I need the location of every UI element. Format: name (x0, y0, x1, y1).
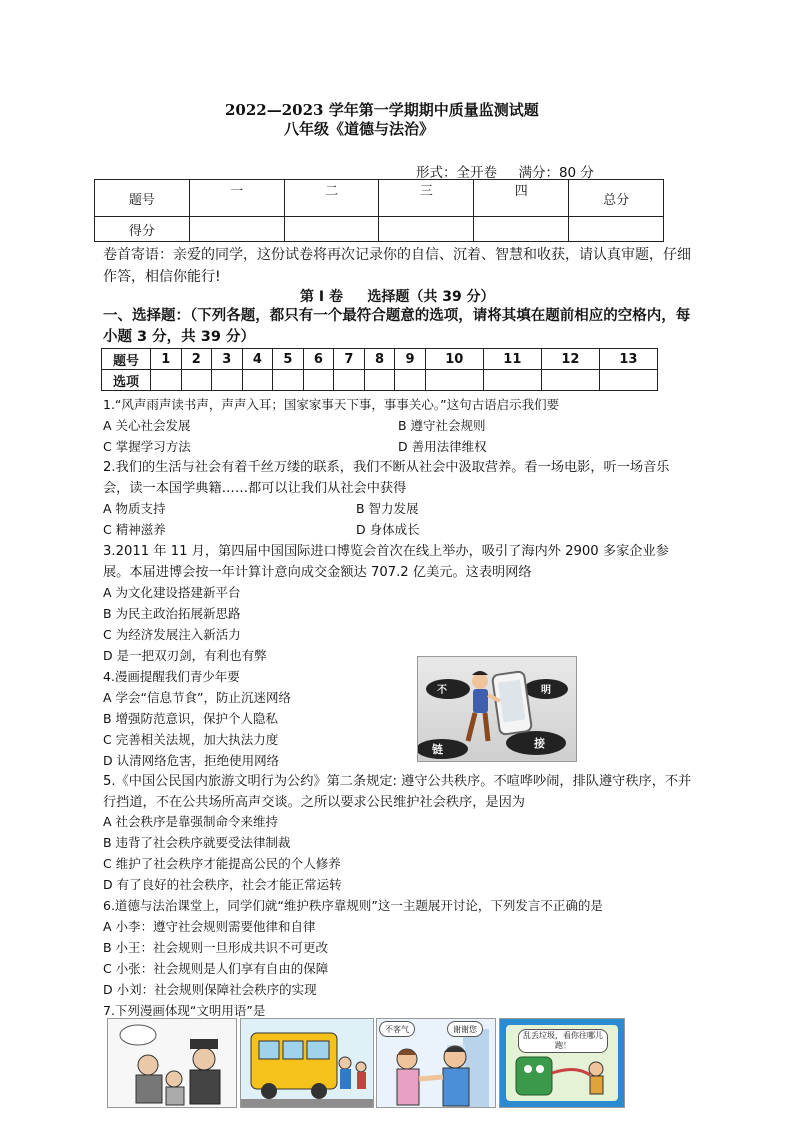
answer-cell[interactable] (364, 370, 395, 391)
q1-option-a[interactable]: A 关心社会发展 (103, 418, 191, 433)
answer-head-num: 13 (599, 349, 657, 370)
answer-head-label: 题号 (102, 349, 151, 370)
q7-cartoon-b-illustration (241, 1019, 373, 1107)
q7-stem: 7.下列漫画体现“文明用语”是 (103, 1003, 266, 1018)
answer-cell[interactable] (334, 370, 365, 391)
q3-option-d[interactable]: D 是一把双刃剑，有利也有弊 (103, 648, 267, 663)
answer-head-num: 2 (181, 349, 212, 370)
q3-option-a[interactable]: A 为文化建设搭建新平台 (103, 585, 241, 600)
answer-cell[interactable] (483, 370, 541, 391)
answer-head-num: 12 (541, 349, 599, 370)
answer-cell[interactable] (425, 370, 483, 391)
q6-option-d[interactable]: D 小刘：社会规则保障社会秩序的实现 (103, 982, 317, 997)
q4-option-a[interactable]: A 学会“信息节食”，防止沉迷网络 (103, 690, 291, 705)
answer-head-num: 10 (425, 349, 483, 370)
q5-option-d[interactable]: D 有了良好的社会秩序，社会才能正常运转 (103, 877, 342, 892)
q7-c-bubble-2: 谢谢您 (447, 1021, 483, 1037)
cartoon-label: 接 (534, 737, 545, 750)
section1-title: 一、选择题：（下列各题，都只有一个最符合题意的选项，请将其填在题前相应的空格内，每小题 3 分，共 39 分） (103, 308, 691, 345)
score-head-cell: 总分 (569, 180, 664, 217)
cartoon-label: 不 (437, 685, 447, 696)
q3-option-c[interactable]: C 为经济发展注入新活力 (103, 627, 241, 642)
score-cell[interactable] (189, 217, 284, 242)
q3-stem: 3.2011 年 11 月，第四届中国国际进口博览会首次在线上举办，吸引了海内外 2900 多家企业参展。本届进博会按一年计算计意向成交金额达 707.2 亿美元。这表明网络 (103, 544, 669, 580)
q6-option-c[interactable]: C 小张：社会规则是人们享有自由的保障 (103, 961, 329, 976)
answer-head-num: 9 (395, 349, 426, 370)
q4-cartoon (417, 656, 577, 762)
q4-option-d[interactable]: D 认清网络危害，拒绝使用网络 (103, 753, 280, 768)
answer-cell[interactable] (242, 370, 273, 391)
q1-option-d[interactable]: D 善用法律维权 (398, 439, 487, 454)
answer-cell[interactable] (212, 370, 243, 391)
answer-head-num: 3 (212, 349, 243, 370)
q7-cartoon-a (107, 1018, 237, 1108)
q1-option-b[interactable]: B 遵守社会规则 (398, 418, 486, 433)
q2-stem: 2.我们的生活与社会有着千丝万缕的联系，我们不断从社会中汲取营养。看一场电影，听一场音乐会，读一本国学典籍……都可以让我们从社会中获得 (103, 460, 670, 496)
q4-option-c[interactable]: C 完善相关法规，加大执法力度 (103, 732, 279, 747)
answer-cell[interactable] (541, 370, 599, 391)
q4-stem: 4.漫画提醒我们青少年要 (103, 669, 240, 684)
score-head-cell: 三 (379, 180, 474, 217)
answer-cell[interactable] (273, 370, 304, 391)
q7-cartoon-b (240, 1018, 374, 1108)
score-row-label: 得分 (95, 217, 190, 242)
q4-option-b[interactable]: B 增强防范意识，保护个人隐私 (103, 711, 279, 726)
q6-option-a[interactable]: A 小李：遵守社会规则需要他律和自律 (103, 919, 316, 934)
q6-option-b[interactable]: B 小王：社会规则一旦形成共识不可更改 (103, 940, 329, 955)
answer-cell[interactable] (599, 370, 657, 391)
answer-head-num: 8 (364, 349, 395, 370)
q5-option-a[interactable]: A 社会秩序是靠强制命令来维持 (103, 814, 279, 829)
score-cell[interactable] (474, 217, 569, 242)
q7-cartoon-c (376, 1018, 496, 1108)
answer-head-num: 6 (303, 349, 334, 370)
q7-c-bubble-1: 不客气 (379, 1021, 415, 1037)
score-cell[interactable] (569, 217, 664, 242)
q7-d-bubble: 乱丢垃圾，看你往哪儿跑！ (518, 1029, 608, 1053)
answer-head-num: 4 (242, 349, 273, 370)
q7-cartoon-a-illustration (108, 1019, 236, 1107)
score-head-cell: 题号 (95, 180, 190, 217)
answer-row-label: 选项 (102, 370, 151, 391)
answer-head-num: 5 (273, 349, 304, 370)
answer-cell[interactable] (303, 370, 334, 391)
q7-cartoon-d (499, 1018, 625, 1108)
q2-option-d[interactable]: D 身体成长 (356, 522, 420, 537)
q3-option-b[interactable]: B 为民主政治拓展新思路 (103, 606, 241, 621)
score-head-cell: 二 (284, 180, 379, 217)
q2-option-c[interactable]: C 精神滋养 (103, 522, 166, 537)
answer-table (101, 348, 658, 391)
intro-message: 卷首寄语：亲爱的同学，这份试卷将再次记录你的自信、沉着、智慧和收获，请认真审题，仔细作答，相信你能行! (103, 247, 691, 285)
score-cell[interactable] (379, 217, 474, 242)
score-table (94, 179, 664, 242)
exam-format: 形式：全开卷 满分：80 分 (416, 165, 594, 181)
q2-option-b[interactable]: B 智力发展 (356, 501, 419, 516)
q2-option-a[interactable]: A 物质支持 (103, 501, 166, 516)
answer-cell[interactable] (181, 370, 212, 391)
cartoon-label: 链 (432, 743, 443, 756)
score-cell[interactable] (284, 217, 379, 242)
answer-cell[interactable] (151, 370, 182, 391)
answer-head-num: 7 (334, 349, 365, 370)
score-head-cell: 一 (189, 180, 284, 217)
answer-head-num: 11 (483, 349, 541, 370)
q5-stem: 5.《中国公民国内旅游文明行为公约》第二条规定: 遵守公共秩序。不喧哗吵闹，排队遵守秩序，不并行挡道，不在公共场所高声交谈。之所以要求公民维护社会秩序，是因为 (103, 774, 692, 810)
cartoon-label: 明 (541, 685, 551, 696)
answer-cell[interactable] (395, 370, 426, 391)
answer-head-num: 1 (151, 349, 182, 370)
q5-option-b[interactable]: B 违背了社会秩序就要受法律制裁 (103, 835, 291, 850)
exam-title: 2022—2023 学年第一学期期中质量监测试题 (225, 101, 539, 119)
q1-option-c[interactable]: C 掌握学习方法 (103, 439, 191, 454)
score-head-cell: 四 (474, 180, 569, 217)
q1-stem: 1.“风声雨声读书声，声声入耳；国家家事天下事，事事关心。”这句古语启示我们要 (103, 397, 560, 412)
q5-option-c[interactable]: C 维护了社会秩序才能提高公民的个人修养 (103, 856, 341, 871)
part1-title: 第 I 卷 选择题（共 39 分） (300, 289, 495, 305)
q6-stem: 6.道德与法治课堂上，同学们就“维护秩序靠规则”这一主题展开讨论，下列发言不正确的是 (103, 898, 603, 913)
exam-subtitle: 八年级《道德与法治》 (284, 120, 435, 138)
